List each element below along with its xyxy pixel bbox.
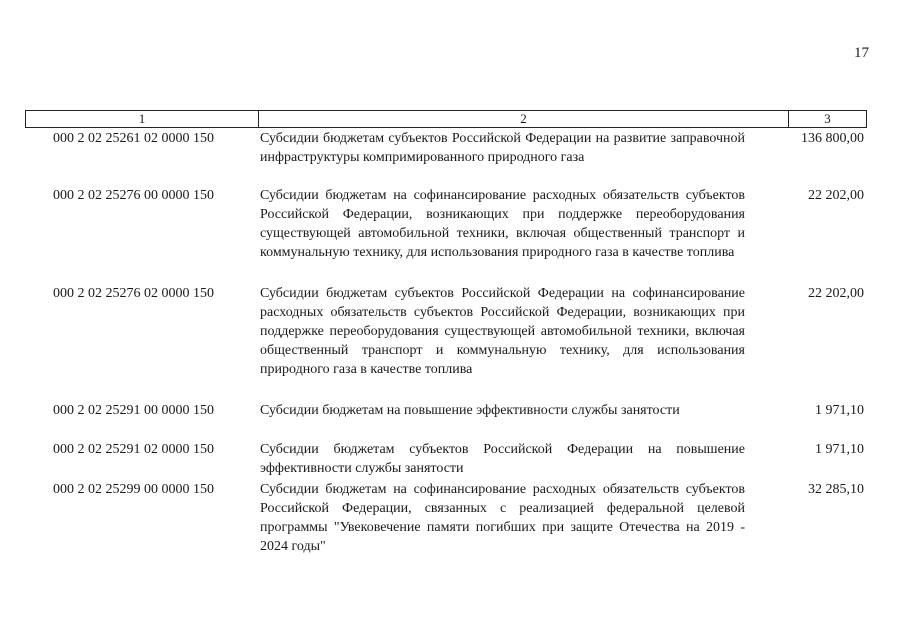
row-amount: 1 971,10 — [815, 403, 864, 418]
row-description: Субсидии бюджетам субъектов Российской Федерации на софинансирование расходных обязательств субъектов Российской Федерации, возникающих при поддержке переоборудования существующей автомобильной техники, включая общественный транспорт и коммунальную технику, для использования природного газа в качестве топлива — [260, 286, 745, 377]
budget-code: 000 2 02 25291 02 0000 150 — [53, 442, 214, 457]
table-row — [25, 401, 867, 440]
table-row — [25, 480, 867, 560]
header-col-3: 3 — [824, 111, 831, 126]
budget-code: 000 2 02 25261 02 0000 150 — [53, 131, 214, 146]
table-header — [25, 110, 867, 128]
row-amount: 136 800,00 — [801, 131, 864, 146]
row-description: Субсидии бюджетам субъектов Российской Федерации на развитие заправочной инфраструктуры компримированного природного газа — [260, 131, 745, 165]
row-description: Субсидии бюджетам на софинансирование расходных обязательств субъектов Российской Федерации, возникающих при поддержке переоборудования существующей автомобильной техники, включая общественный транспорт и коммунальную технику, для использования природного газа в качестве топлива — [260, 188, 745, 260]
row-amount: 22 202,00 — [808, 188, 864, 203]
budget-code: 000 2 02 25291 00 0000 150 — [53, 403, 214, 418]
row-description: Субсидии бюджетам на повышение эффективности службы занятости — [260, 403, 680, 418]
header-col-1: 1 — [26, 111, 259, 127]
table-row — [25, 284, 867, 401]
header-col-2: 2 — [259, 111, 789, 127]
budget-code: 000 2 02 25299 00 0000 150 — [53, 482, 214, 497]
row-amount: 32 285,10 — [808, 482, 864, 497]
budget-code: 000 2 02 25276 02 0000 150 — [53, 286, 214, 301]
row-amount: 1 971,10 — [815, 442, 864, 457]
row-description: Субсидии бюджетам субъектов Российской Федерации на повышение эффективности службы занятости — [260, 442, 745, 476]
page-number: 17 — [854, 45, 869, 61]
table-row — [25, 440, 867, 480]
row-description: Субсидии бюджетам на софинансирование расходных обязательств субъектов Российской Федерации, связанных с реализацией федеральной целевой программы "Увековечение памяти погибших при защите Отечества на 2019 - 2024 годы" — [260, 482, 745, 554]
row-amount: 22 202,00 — [808, 286, 864, 301]
table-row — [25, 186, 867, 284]
table-body — [25, 129, 867, 560]
budget-code: 000 2 02 25276 00 0000 150 — [53, 188, 214, 203]
table-row — [25, 129, 867, 186]
